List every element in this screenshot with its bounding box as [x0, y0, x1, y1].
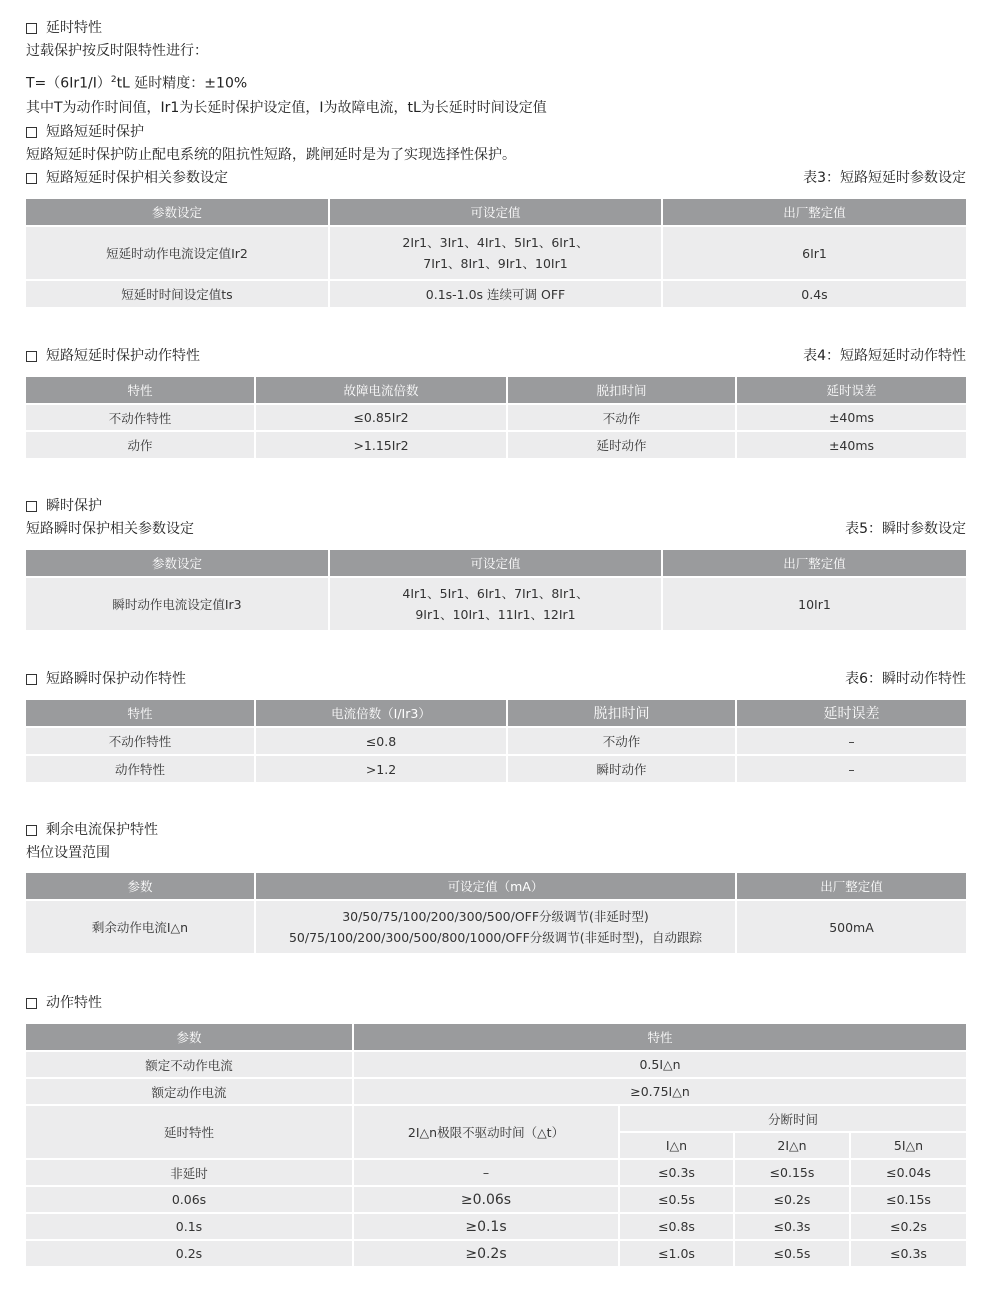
- table-cell: 2I△n极限不驱动时间（△t）: [353, 1105, 619, 1159]
- table-cell: ≤0.15s: [850, 1186, 966, 1213]
- section-residual-current: [26, 820, 158, 840]
- table4-caption: 表4：短路短延时动作特性: [803, 348, 966, 364]
- table-cell: 10Ir1: [662, 577, 966, 631]
- table-row: [26, 1078, 966, 1105]
- table-cell: >1.2: [255, 755, 507, 783]
- header-cell: 参数: [26, 873, 255, 900]
- table-header-row: [26, 377, 966, 404]
- table4: [26, 377, 966, 460]
- table-cell: 动作: [26, 431, 255, 459]
- section-instantaneous: [26, 496, 102, 516]
- table-row: [26, 1213, 966, 1240]
- table-cell: ≤0.8s: [619, 1213, 734, 1240]
- table-cell: ≥0.1s: [353, 1213, 619, 1240]
- table-row: [26, 1186, 966, 1213]
- short-delay-description: 短路短延时保护防止配电系统的阻抗性短路，跳闸延时是为了实现选择性保护。: [26, 147, 516, 163]
- table3: [26, 199, 966, 309]
- header-cell: 出厂整定值: [662, 550, 966, 577]
- table-cell: ≤0.5s: [734, 1240, 850, 1267]
- table-cell: 0.1s: [26, 1213, 353, 1240]
- table-cell: 不动作: [507, 727, 736, 755]
- table-cell: ±40ms: [736, 431, 966, 459]
- table-cell: –: [736, 727, 966, 755]
- table-row: [26, 1240, 966, 1267]
- formula-tail: tL 延时精度：±10%: [116, 75, 248, 92]
- section-delay-characteristic: [26, 18, 102, 38]
- table-cell: ≤0.85Ir2: [255, 404, 507, 431]
- header-cell: 可设定值（mA）: [255, 873, 736, 900]
- table-cell: 0.1s-1.0s 连续可调 OFF: [329, 280, 662, 308]
- table-row: [26, 404, 966, 431]
- table-row: [26, 226, 966, 280]
- table-cell: 2I△n: [734, 1132, 850, 1159]
- table-cell: >1.15Ir2: [255, 431, 507, 459]
- checkbox-icon: [26, 23, 37, 34]
- table7: [26, 873, 966, 955]
- table6-caption: 表6：瞬时动作特性: [845, 671, 966, 687]
- table-cell: 延时特性: [26, 1105, 353, 1159]
- checkbox-icon: [26, 998, 37, 1009]
- table-header-row: [26, 199, 966, 226]
- header-cell: 参数设定: [26, 550, 329, 577]
- table-cell: 动作特性: [26, 755, 255, 783]
- table-cell: ≤0.15s: [734, 1159, 850, 1186]
- formula-explanation: 其中T为动作时间值，Ir1为长延时保护设定值，I为故障电流，tL为长延时时间设定值: [26, 100, 547, 116]
- table-cell: 短延时动作电流设定值Ir2: [26, 226, 329, 280]
- section-title: 延时特性: [46, 20, 102, 36]
- table-cell: 5I△n: [850, 1132, 966, 1159]
- range-subtitle: 档位设置范围: [26, 845, 110, 861]
- checkbox-icon: [26, 674, 37, 685]
- table-cell: 不动作特性: [26, 404, 255, 431]
- header-cell: 特性: [353, 1024, 966, 1051]
- table-cell: 分断时间: [619, 1105, 966, 1132]
- table-row: [26, 1159, 966, 1186]
- header-cell: 延时误差: [736, 377, 966, 404]
- table-cell: 短延时时间设定值ts: [26, 280, 329, 308]
- table-row: [26, 727, 966, 755]
- section-action-characteristic: [26, 993, 102, 1013]
- overload-text: 过载保护按反时限特性进行：: [26, 43, 208, 59]
- header-cell: 参数: [26, 1024, 353, 1051]
- table-cell: 0.5I△n: [353, 1051, 966, 1078]
- header-cell: 特性: [26, 700, 255, 727]
- header-cell: 出厂整定值: [736, 873, 966, 900]
- header-cell: 可设定值: [329, 550, 662, 577]
- table-cell: ≥0.2s: [353, 1240, 619, 1267]
- checkbox-icon: [26, 351, 37, 362]
- table-cell: [255, 900, 736, 954]
- table-cell: [329, 226, 662, 280]
- table-header-row: [26, 1024, 966, 1051]
- header-cell: 参数设定: [26, 199, 329, 226]
- formula-main: T=（6Ir1/I）: [26, 75, 111, 92]
- table-cell: 额定动作电流: [26, 1078, 353, 1105]
- table8: [26, 1024, 966, 1268]
- table-cell: ≤0.8: [255, 727, 507, 755]
- table-cell: ≥0.06s: [353, 1186, 619, 1213]
- table-cell: 瞬时动作: [507, 755, 736, 783]
- table-cell: ≤0.3s: [734, 1213, 850, 1240]
- table-cell: –: [736, 755, 966, 783]
- table-cell: I△n: [619, 1132, 734, 1159]
- checkbox-icon: [26, 825, 37, 836]
- table-row: [26, 1051, 966, 1078]
- table-cell: 6Ir1: [662, 226, 966, 280]
- table-cell: ≤1.0s: [619, 1240, 734, 1267]
- table-header-row: [26, 700, 966, 727]
- table-cell: 额定不动作电流: [26, 1051, 353, 1078]
- section-short-delay-params: [26, 168, 228, 188]
- cell-line: 7Ir1、8Ir1、9Ir1、10Ir1: [423, 256, 568, 271]
- section-short-delay: [26, 122, 144, 142]
- table-row: [26, 280, 966, 308]
- table-cell: 非延时: [26, 1159, 353, 1186]
- table-header-row: [26, 550, 966, 577]
- table5-caption: 表5：瞬时参数设定: [845, 521, 966, 537]
- table-row: [26, 755, 966, 783]
- table-header-row: [26, 873, 966, 900]
- header-cell: 可设定值: [329, 199, 662, 226]
- table-cell: ≤0.04s: [850, 1159, 966, 1186]
- formula: [26, 70, 247, 94]
- header-cell: 脱扣时间: [507, 377, 736, 404]
- formula-exponent: 2: [110, 75, 117, 85]
- checkbox-icon: [26, 127, 37, 138]
- section-title: 剩余电流保护特性: [46, 822, 158, 838]
- table-cell: 0.4s: [662, 280, 966, 308]
- table-cell: 剩余动作电流I△n: [26, 900, 255, 954]
- table-cell: 500mA: [736, 900, 966, 954]
- table-row: [26, 900, 966, 954]
- section-title: 短路瞬时保护动作特性: [46, 671, 186, 687]
- table-cell: ≤0.2s: [734, 1186, 850, 1213]
- cell-line: 4Ir1、5Ir1、6Ir1、7Ir1、8Ir1、: [402, 586, 589, 601]
- table-cell: –: [353, 1159, 619, 1186]
- table-cell: ≤0.2s: [850, 1213, 966, 1240]
- table-row: [26, 577, 966, 631]
- checkbox-icon: [26, 501, 37, 512]
- table-cell: [329, 577, 662, 631]
- table-row: [26, 431, 966, 459]
- section-title: 动作特性: [46, 995, 102, 1011]
- table-cell: 不动作: [507, 404, 736, 431]
- table-cell: ≤0.5s: [619, 1186, 734, 1213]
- header-cell: 故障电流倍数: [255, 377, 507, 404]
- section-short-delay-action: [26, 346, 200, 366]
- table-cell: 0.06s: [26, 1186, 353, 1213]
- instantaneous-params-subtitle: 短路瞬时保护相关参数设定: [26, 521, 194, 537]
- table-row: [26, 1105, 966, 1132]
- table6: [26, 700, 966, 784]
- table-cell: ≤0.3s: [850, 1240, 966, 1267]
- section-instantaneous-action: [26, 669, 186, 689]
- cell-line: 30/50/75/100/200/300/500/OFF分级调节(非延时型): [342, 909, 649, 924]
- table-cell: ≥0.75I△n: [353, 1078, 966, 1105]
- header-cell: 延时误差: [736, 700, 966, 727]
- header-cell: 特性: [26, 377, 255, 404]
- table-cell: ≤0.3s: [619, 1159, 734, 1186]
- section-title: 短路短延时保护动作特性: [46, 348, 200, 364]
- section-title: 短路短延时保护相关参数设定: [46, 170, 228, 186]
- table-cell: 不动作特性: [26, 727, 255, 755]
- cell-line: 9Ir1、10Ir1、11Ir1、12Ir1: [415, 607, 576, 622]
- section-title: 短路短延时保护: [46, 124, 144, 140]
- section-title: 瞬时保护: [46, 498, 102, 514]
- table-cell: 0.2s: [26, 1240, 353, 1267]
- table5: [26, 550, 966, 632]
- checkbox-icon: [26, 173, 37, 184]
- header-cell: 电流倍数（I/Ir3）: [255, 700, 507, 727]
- table-cell: 瞬时动作电流设定值Ir3: [26, 577, 329, 631]
- cell-line: 2Ir1、3Ir1、4Ir1、5Ir1、6Ir1、: [402, 235, 589, 250]
- table3-caption: 表3：短路短延时参数设定: [803, 170, 966, 186]
- header-cell: 出厂整定值: [662, 199, 966, 226]
- table-cell: 延时动作: [507, 431, 736, 459]
- table-cell: ±40ms: [736, 404, 966, 431]
- header-cell: 脱扣时间: [507, 700, 736, 727]
- cell-line: 50/75/100/200/300/500/800/1000/OFF分级调节(非延时型)，自动跟踪: [288, 930, 703, 945]
